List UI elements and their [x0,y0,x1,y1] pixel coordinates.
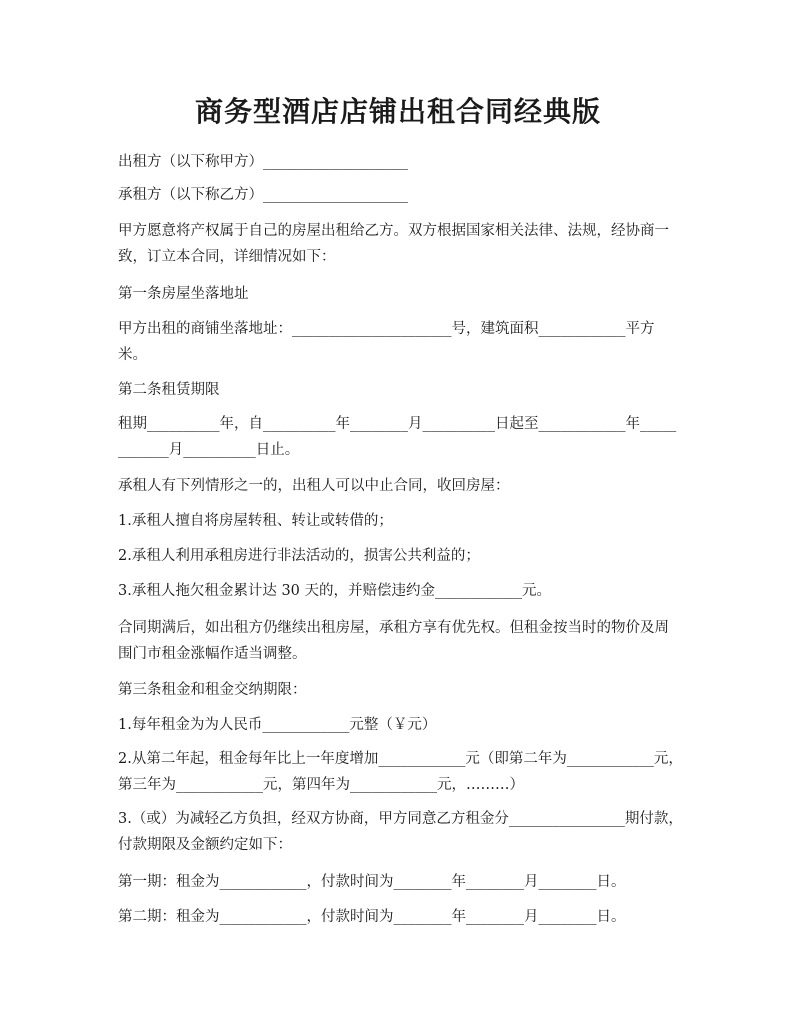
article-2-heading: 第二条租赁期限 [118,382,220,398]
installment-2: 第二期：租金为____________，付款时间为________年________月________日。 [118,909,626,925]
lessor-line: 出租方（以下称甲方）____________________ [118,154,408,170]
lessee-line: 承租方（以下称乙方）____________________ [118,187,408,203]
rent-item-3: 3.（或）为减轻乙方负担，经双方协商，甲方同意乙方租金分________________期付款，付款期限及金额约定如下： [118,811,683,853]
termination-item-1: 1.承租人擅自将房屋转租、转让或转借的； [118,513,393,529]
intro-paragraph: 甲方愿意将产权属于自己的房屋出租给乙方。双方根据国家相关法律、法规，经协商一致，订立本合同，详细情况如下： [118,223,669,265]
termination-item-2: 2.承租人利用承租房进行非法活动的，损害公共利益的； [118,548,480,564]
termination-intro: 承租人有下列情形之一的，出租人可以中止合同，收回房屋： [118,478,510,494]
article-1-heading: 第一条房屋坐落地址 [118,286,249,302]
rent-item-2: 2.从第二年起，租金每年比上一年度增加____________元（即第二年为____________元，第三年为____________元，第四年为____________元，………） [118,751,683,793]
article-3-heading: 第三条租金和租金交纳期限： [118,682,307,698]
address-paragraph: 甲方出租的商铺坐落地址：______________________号，建筑面积____________平方米。 [118,321,655,363]
rent-item-1: 1.每年租金为为人民币____________元整（￥元） [118,717,437,733]
termination-item-3: 3.承租人拖欠租金累计达 30 天的，并赔偿违约金____________元。 [118,583,552,599]
installment-1: 第一期：租金为____________，付款时间为________年________月________日。 [118,874,626,890]
lease-term-paragraph: 租期__________年，自__________年________月__________日起至____________年____________月__________日止。 [118,416,677,458]
renewal-paragraph: 合同期满后，如出租方仍继续出租房屋，承租方享有优先权。但租金按当时的物价及周围门市租金涨幅作适当调整。 [118,620,669,662]
document-title: 商务型酒店店铺出租合同经典版 [194,95,601,128]
